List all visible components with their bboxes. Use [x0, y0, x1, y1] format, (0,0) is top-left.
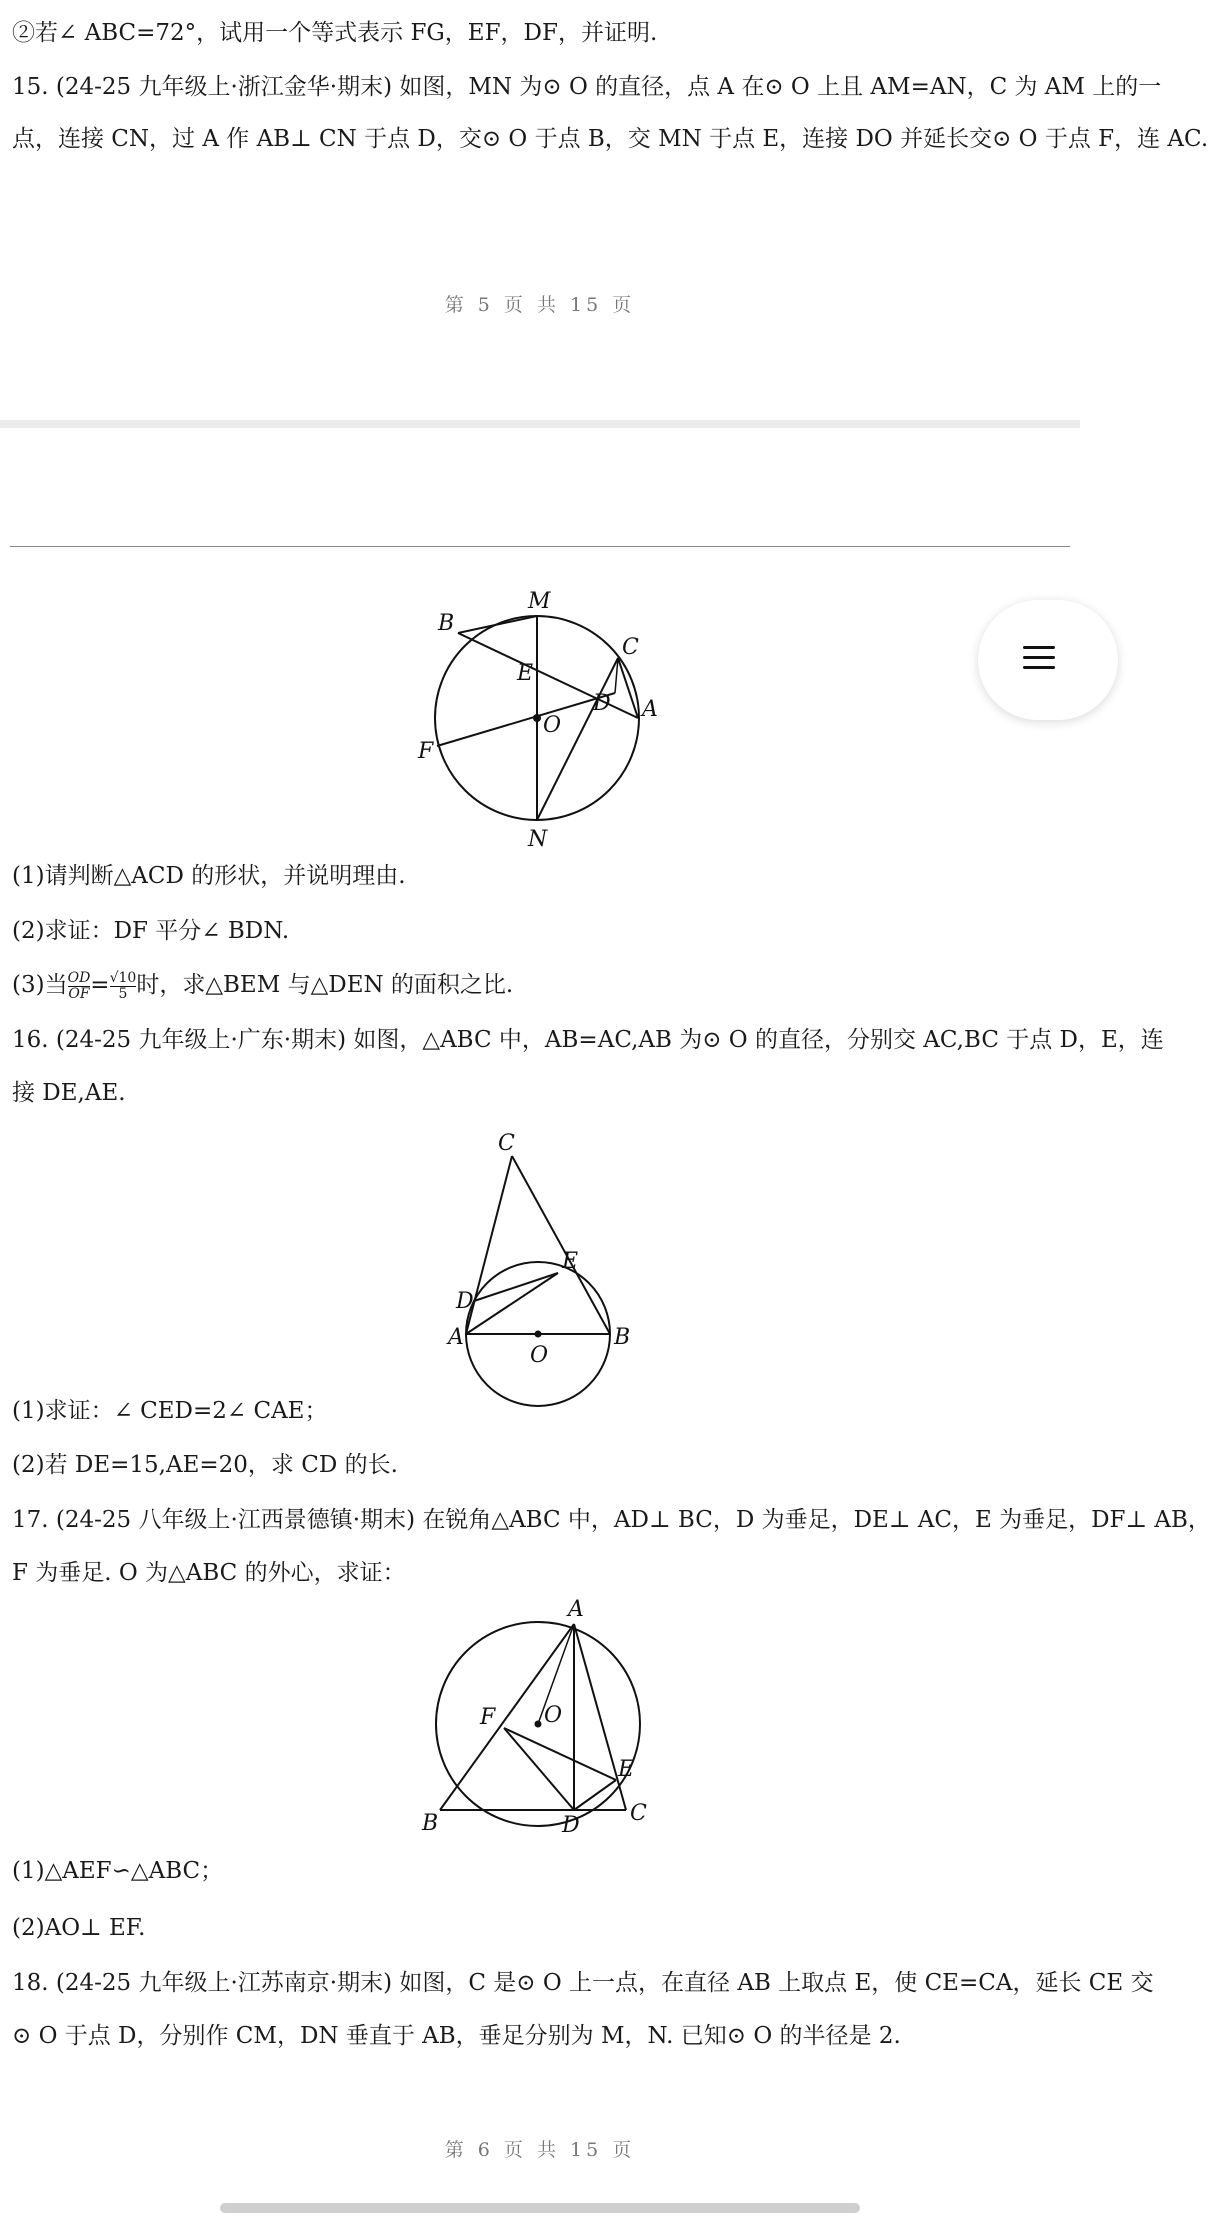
question-15-line-2: 点，连接 CN，过 A 作 AB⊥ CN 于点 D，交⊙ O 于点 B，交 MN 于点 E，连接 DO 并延长交⊙ O 于点 F，连 AC. — [12, 126, 1209, 152]
label-C: C — [630, 1801, 647, 1826]
figure-q16 — [440, 1131, 650, 1411]
question-15-part-1: (1)请判断△ACD 的形状，并说明理由. — [12, 863, 406, 889]
label-A: A — [568, 1597, 584, 1622]
question-16-line-1: 16. (24-25 九年级上·广东·期末) 如图，△ABC 中，AB=AC,AB 为⊙ O 的直径，分别交 AC,BC 于点 D，E，连 — [12, 1027, 1164, 1053]
hamburger-menu-icon — [1023, 646, 1055, 670]
label-O: O — [530, 1343, 549, 1368]
label-D: D — [562, 1813, 580, 1838]
question-16-line-2: 接 DE,AE. — [12, 1080, 126, 1106]
label-D: D — [456, 1289, 474, 1314]
label-N: N — [528, 827, 548, 852]
label-B: B — [614, 1325, 631, 1350]
figure-q17 — [420, 1598, 660, 1843]
label-C: C — [498, 1131, 515, 1156]
page-gap — [0, 420, 1080, 428]
label-E: E — [517, 661, 534, 686]
label-A: A — [642, 697, 658, 722]
question-15-part-2: (2)求证：DF 平分∠ BDN. — [12, 918, 290, 944]
question-15-part-3: (3)当 $\frac{OD}{OF}$ = $\frac{√10}{5}$ 时，求△BEM 与△DEN 的面积之比. — [12, 969, 514, 1002]
question-17-line-1: 17. (24-25 八年级上·江西景德镇·期末) 在锐角△ABC 中，AD⊥ BC，D 为垂足，DE⊥ AC，E 为垂足，DF⊥ AB， — [12, 1507, 1211, 1533]
question-16-part-2: (2)若 DE=15,AE=20，求 CD 的长. — [12, 1452, 398, 1478]
label-O: O — [544, 1703, 563, 1728]
question-17-part-2: (2)AO⊥ EF. — [12, 1915, 146, 1941]
question-14-part-2: ②若∠ ABC=72°，试用一个等式表示 FG，EF，DF，并证明. — [12, 20, 658, 46]
question-15-line-1: 15. (24-25 九年级上·浙江金华·期末) 如图，MN 为⊙ O 的直径，点 A 在⊙ O 上且 AM=AN，C 为 AM 上的一 — [12, 74, 1162, 100]
fraction-od-of: $\frac{OD}{OF}$ — [67, 969, 91, 1002]
label-M: M — [528, 589, 551, 614]
header-rule — [10, 546, 1070, 547]
menu-button[interactable] — [978, 600, 1118, 720]
question-18-line-1: 18. (24-25 九年级上·江苏南京·期末) 如图，C 是⊙ O 上一点，在直径 AB 上取点 E，使 CE=CA，延长 CE 交 — [12, 1970, 1154, 1996]
page-number-5: 第 5 页 共 15 页 — [444, 294, 636, 316]
label-A: A — [448, 1325, 464, 1350]
label-F: F — [418, 739, 434, 764]
label-E: E — [562, 1249, 579, 1274]
label-C: C — [622, 635, 639, 660]
home-indicator[interactable] — [220, 2203, 860, 2213]
label-B: B — [422, 1811, 439, 1836]
page-6 — [0, 428, 1211, 2221]
page-number-6: 第 6 页 共 15 页 — [444, 2139, 636, 2161]
page-5 — [0, 0, 1209, 420]
label-D: D — [593, 691, 611, 716]
figure-q15 — [410, 588, 670, 853]
question-16-part-1: (1)求证：∠ CED=2∠ CAE； — [12, 1398, 328, 1424]
label-B: B — [438, 611, 455, 636]
label-E: E — [618, 1757, 635, 1782]
fraction-root10-5: $\frac{√10}{5}$ — [109, 969, 137, 1002]
question-18-line-2: ⊙ O 于点 D，分别作 CM，DN 垂直于 AB，垂足分别为 M，N. 已知⊙ O 的半径是 2. — [12, 2023, 901, 2049]
question-17-line-2: F 为垂足. O 为△ABC 的外心，求证： — [12, 1560, 406, 1586]
label-O: O — [543, 713, 562, 738]
question-17-part-1: (1)△AEF∽△ABC； — [12, 1858, 224, 1884]
label-F: F — [480, 1705, 496, 1730]
